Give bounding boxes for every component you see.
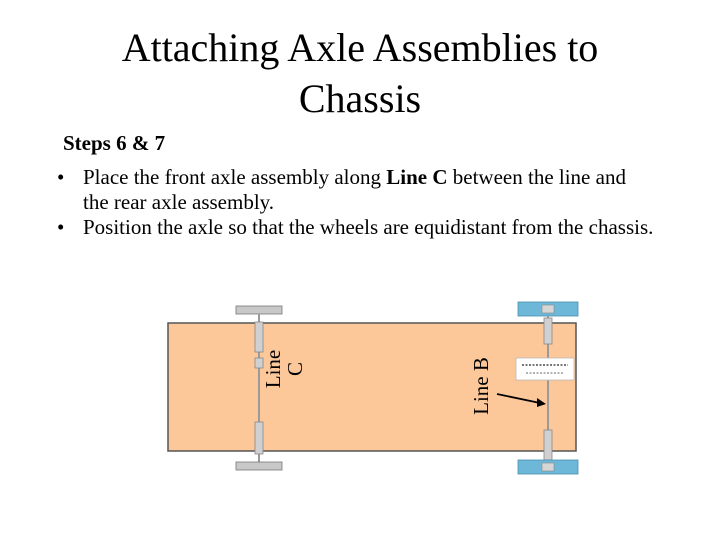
bullet-2-text: Position the axle so that the wheels are equidistant from the chassis.: [83, 215, 654, 239]
chassis-board: [168, 323, 576, 451]
front-wheel-bottom: [236, 462, 282, 470]
slide-title: Attaching Axle Assemblies to Chassis: [121, 25, 599, 121]
line-b-label: [470, 346, 492, 426]
rear-axle-bracket-bottom: [544, 430, 552, 460]
front-axle-bracket-bottom: [255, 422, 263, 454]
gear-panel: [516, 358, 574, 380]
rear-axle-bracket-top: [544, 318, 552, 344]
front-wheel-top: [236, 306, 282, 314]
steps-heading: Steps 6 & 7: [63, 131, 166, 155]
line-c-label-text: Line C: [261, 349, 307, 389]
bullet-1-text-b: between the line and the rear axle assembly.: [83, 165, 626, 214]
bullet-1-text-a: Place the front axle assembly along: [83, 165, 387, 189]
rear-wheel-top-hub: [542, 305, 554, 313]
rear-wheel-bottom-hub: [542, 463, 554, 471]
line-c-label: [262, 334, 306, 404]
bullet-1-bold-text: Line C: [386, 165, 448, 189]
line-b-label-text: Line B: [469, 357, 493, 415]
